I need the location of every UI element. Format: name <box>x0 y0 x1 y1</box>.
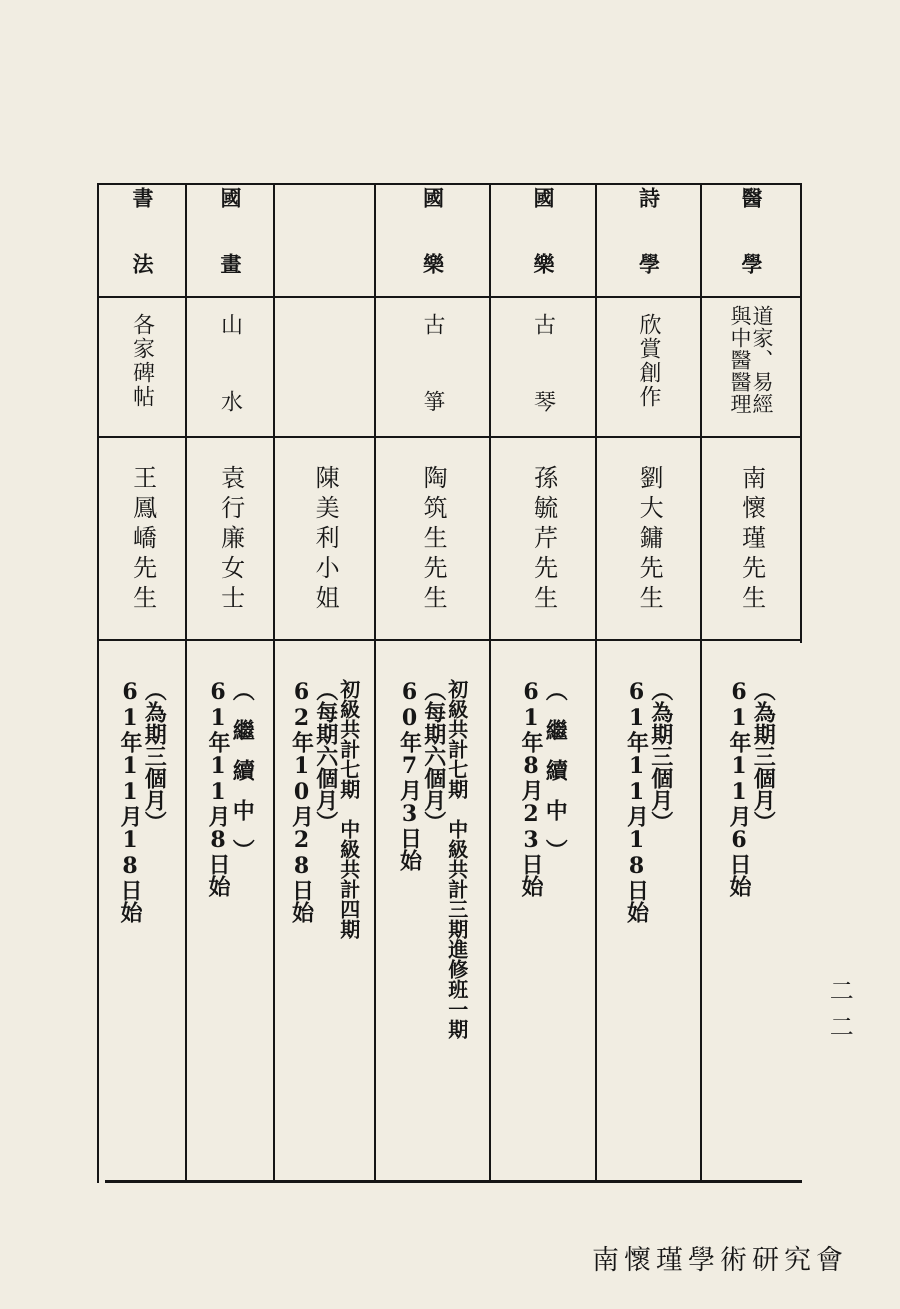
subject-label: 醫學 <box>739 187 765 319</box>
subject-label: 國畫 <box>218 187 244 319</box>
teacher-cell <box>187 465 273 635</box>
schedule-cell <box>187 679 273 1179</box>
start-date: 61年11月8日始 <box>205 679 231 897</box>
teacher-cell <box>491 465 595 635</box>
schedule-cell <box>99 679 185 1179</box>
subject-cell <box>376 187 489 319</box>
table-right-rule <box>800 183 802 643</box>
duration-note: （繼續中） <box>229 679 256 879</box>
start-date: 61年11月18日始 <box>623 679 650 923</box>
topic-cell <box>491 313 595 467</box>
table-top-rule <box>97 183 802 185</box>
schedule-cell <box>597 679 700 1179</box>
teacher-cell <box>275 465 374 635</box>
course-table <box>97 183 802 1183</box>
teacher-cell <box>597 465 700 635</box>
publisher-footer: 南懷瑾學術研究會 <box>592 1245 848 1276</box>
topic-label: 欣賞創作 <box>636 313 662 409</box>
teacher-cell <box>702 465 800 635</box>
subject-cell <box>702 187 800 319</box>
topic-cell <box>376 313 489 467</box>
duration-note: （每期六個月） <box>420 679 447 833</box>
term-summary: 初級共計七期 中級共計四期 <box>336 679 361 939</box>
subject-label: 詩學 <box>636 187 662 319</box>
start-date: 61年11月18日始 <box>117 679 143 923</box>
table-bottom-rule <box>105 1180 802 1183</box>
teacher-cell <box>99 465 185 635</box>
subject-label: 書法 <box>130 187 156 319</box>
teacher-name: 陳美利小姐 <box>311 465 340 615</box>
subject-cell <box>491 187 595 319</box>
teacher-name: 孫毓芹先生 <box>529 465 558 615</box>
topic-cell <box>702 305 800 435</box>
topic-label: 道家、易經 與中醫醫理 <box>728 305 775 415</box>
schedule-cell <box>491 679 595 1179</box>
topic-cell <box>187 313 273 467</box>
topic-cell <box>597 313 700 433</box>
term-summary: 初級共計七期 中級共計三期進修班一期 <box>444 679 469 1039</box>
subject-cell <box>187 187 273 319</box>
teacher-name: 劉大鏞先生 <box>635 465 664 615</box>
subject-label: 國樂 <box>531 187 557 319</box>
duration-note: （繼續中） <box>542 679 569 879</box>
start-date: 62年10月28日始 <box>288 679 315 923</box>
teacher-name: 南懷瑾先生 <box>737 465 766 615</box>
topic-label: 山水 <box>217 313 243 467</box>
subject-label: 國樂 <box>420 187 446 319</box>
start-date: 60年7月3日始 <box>396 679 423 871</box>
schedule-cell <box>275 679 374 1179</box>
page-number: 二二 <box>825 978 854 1050</box>
topic-rule <box>97 436 802 438</box>
topic-label: 古琴 <box>530 313 556 467</box>
duration-note: （每期六個月） <box>312 679 339 833</box>
teacher-cell <box>376 465 489 635</box>
duration-note: （為期三個月） <box>750 679 777 833</box>
schedule-cell <box>376 679 489 1179</box>
teacher-name: 袁行廉女士 <box>216 465 245 615</box>
teacher-name: 王鳳嶠先生 <box>128 465 157 615</box>
start-date: 61年11月6日始 <box>726 679 752 897</box>
topic-cell <box>99 313 185 433</box>
subject-cell <box>99 187 185 319</box>
schedule-cell <box>702 679 800 1179</box>
teacher-rule <box>97 639 802 641</box>
start-date: 61年8月23日始 <box>518 679 544 897</box>
subject-cell <box>597 187 700 319</box>
duration-note: （為期三個月） <box>141 679 168 833</box>
header-rule <box>97 296 802 298</box>
duration-note: （為期三個月） <box>647 679 674 833</box>
topic-label: 古箏 <box>420 313 446 467</box>
topic-label: 各家碑帖 <box>129 313 155 409</box>
teacher-name: 陶筑生先生 <box>419 465 448 615</box>
